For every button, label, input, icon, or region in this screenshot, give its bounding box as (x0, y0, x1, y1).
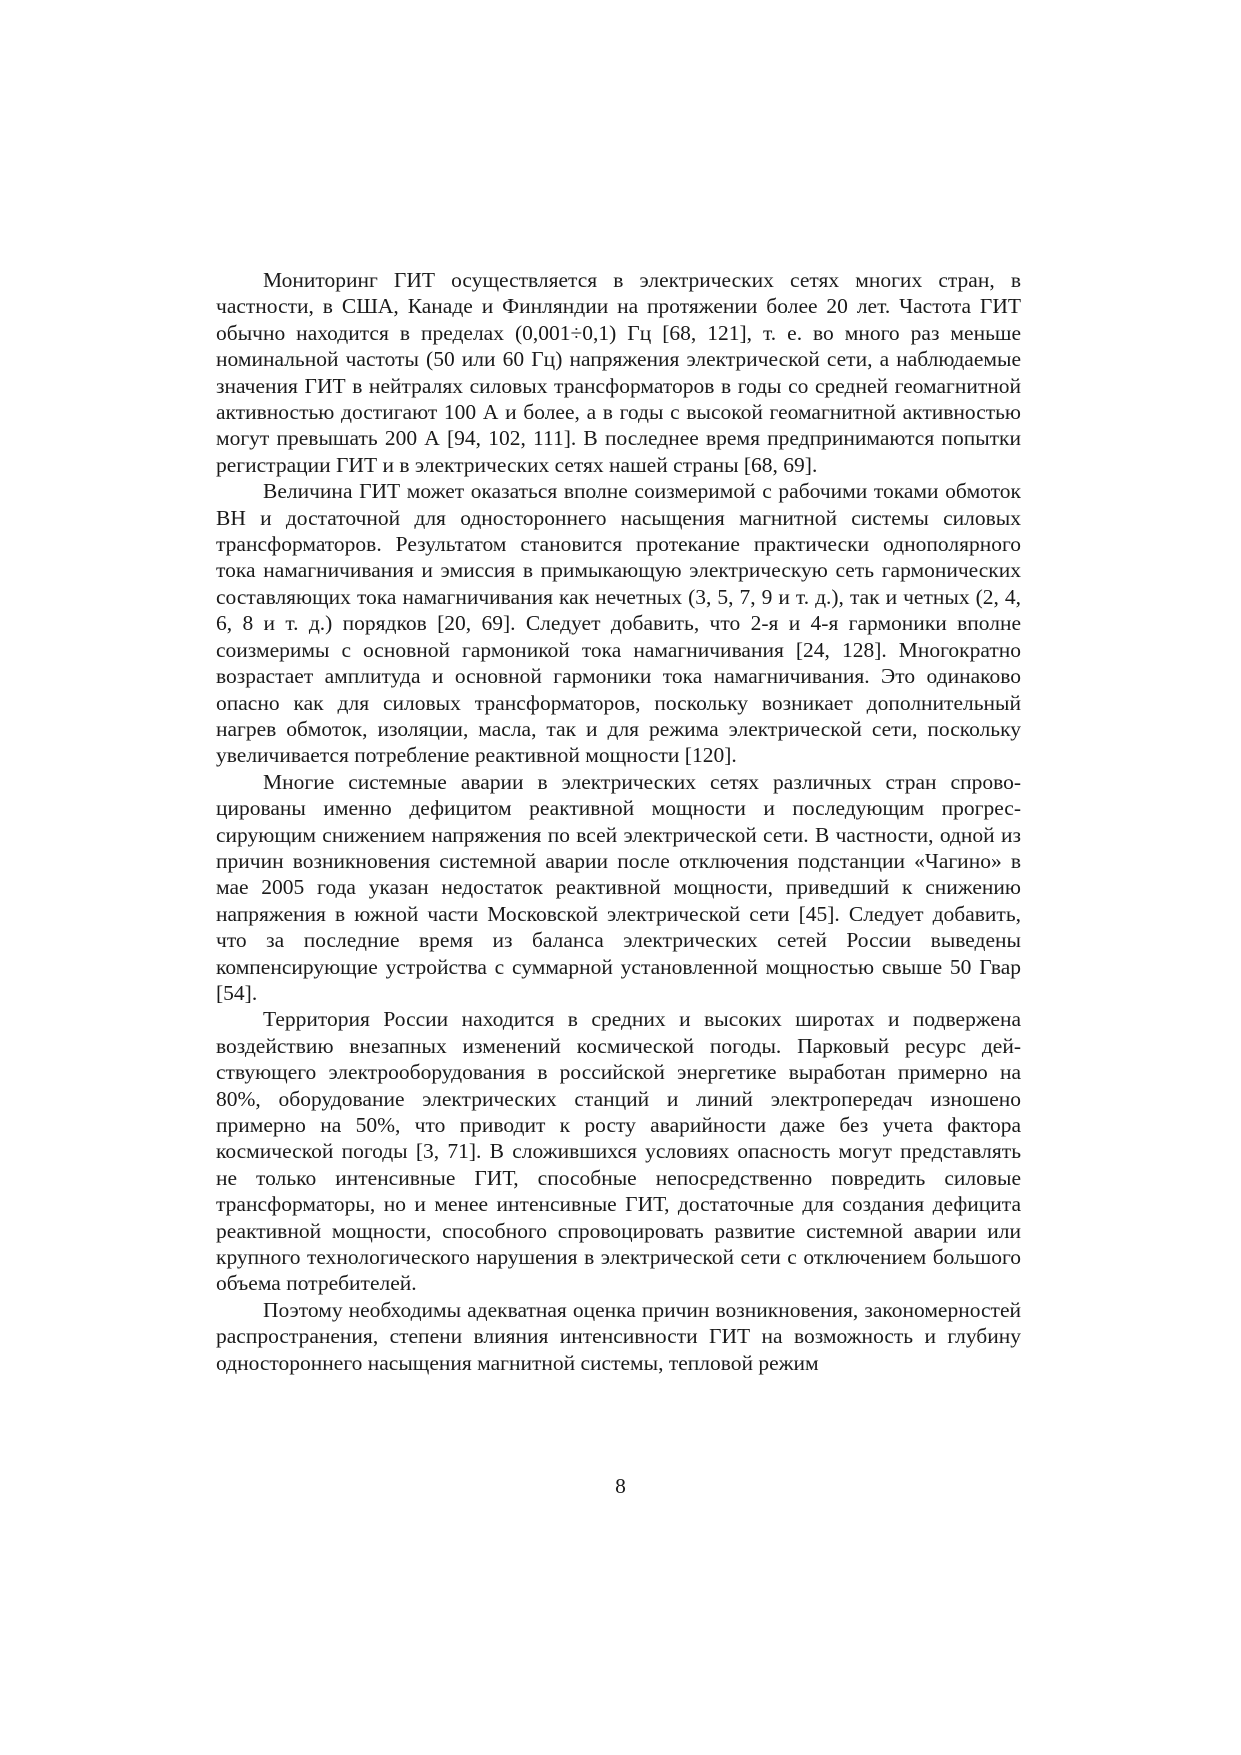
page-number: 8 (615, 1474, 626, 1498)
paragraph-system-failures: Многие системные аварии в электрических сетях различных стран спровоцированы именно дефицитом реактивной мощности и последующим прогрессирующим снижением напряжения по всей электрической сети. В частности, одной из причин возникновения системной аварии после отключения подстанции «Чагино» в мае 2005 года указан недостаток реактивной мощности, приведший к снижению напряжения в южной части Московской электрической сети [45]. Следует добавить, что за последние время из баланса электрических сетей России выведены компенсирующие устройства с суммарной установленной мощностью свыше 50 Гвар [54]. (216, 769, 1021, 1005)
paragraph-assessment: Поэтому необходимы адекватная оценка причин возникновения, закономерностей распространения, степени влияния интенсивности ГИТ на возможность и глубину одностороннего насыщения магнитной системы, тепловой режим (216, 1297, 1021, 1375)
paragraph-russia-territory: Территория России находится в средних и высоких широтах и подвержена воздействию внезапных изменений космической погоды. Парковый ресурс действующего электрооборудования в российской энергетике выработан примерно на 80%, оборудование электрических станций и линий электропередач изношено примерно на 50%, что приводит к росту аварийности даже без учета фактора космической погоды [3, 71]. В сложившихся условиях опасность могут представлять не только интенсивные ГИТ, способные непосредственно повредить силовые трансформаторы, но и менее интенсивные ГИТ, достаточные для создания дефицита реактивной мощности, способного спровоцировать развитие системной аварии или крупного технологического нарушения в электрической сети с отключением большого объема потребителей. (216, 1007, 1021, 1296)
paragraph-git-magnitude: Величина ГИТ может оказаться вполне соизмеримой с рабочими токами обмоток ВН и достаточной для одностороннего насыщения магнитной системы силовых трансформаторов. Результатом становится протекание практически однополярного тока намагничивания и эмиссия в примыкающую электрическую сеть гармонических составляющих тока намагничивания как нечетных (3, 5, 7, 9 и т. д.), так и четных (2, 4, 6, 8 и т. д.) порядков [20, 69]. Следует добавить, что 2-я и 4-я гармоники вполне соизмеримы с основной гармоникой тока намагничивания [24, 128]. Многократно возрастает амплитуда и основной гармоники тока намагничивания. Это одинаково опасно как для силовых трансформаторов, поскольку возникает дополнительный нагрев обмоток, изоляции, масла, так и для режима электрической сети, поскольку увеличивается потребление реактивной мощности [120]. (216, 479, 1021, 768)
paragraph-monitoring: Мониторинг ГИТ осуществляется в электрических сетях многих стран, в частности, в США, Канаде и Финляндии на протяжении более 20 лет. Частота ГИТ обычно находится в пределах (0,001÷0,1) Гц [68, 121], т. е. во много раз меньше номинальной частоты (50 или 60 Гц) напряжения электрической сети, а наблюдаемые значения ГИТ в нейтралях силовых трансформаторов в годы со средней геомагнитной активностью достигают 100 А и более, а в годы с высокой геомагнитной активностью могут превышать 200 А [94, 102, 111]. В последнее время предпринимаются попытки регистрации ГИТ и в электрических сетях нашей страны [68, 69]. (216, 268, 1021, 477)
body-text (216, 267, 1021, 1376)
